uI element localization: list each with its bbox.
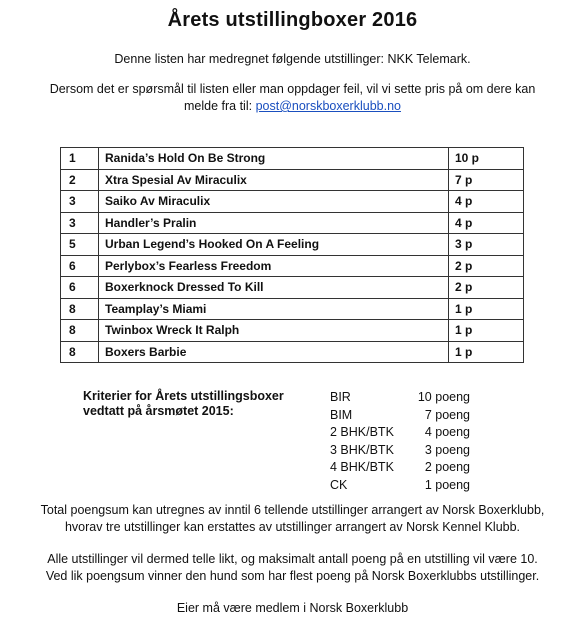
criteria-row [330,443,470,461]
criteria-row [330,390,470,408]
criteria-label: BIM [330,407,353,422]
points-cell: 1 p [449,298,524,320]
rank-cell: 3 [61,212,99,234]
points-cell: 7 p [449,169,524,191]
criteria-label: CK [330,477,348,492]
dog-name-cell: Twinbox Wreck It Ralph [99,320,449,342]
table-row [61,234,524,256]
criteria-label: 4 BHK/BTK [330,460,394,474]
criteria-row [330,460,470,478]
points-cell: 3 p [449,234,524,256]
table-row [61,341,524,363]
rank-cell: 2 [61,169,99,191]
dog-name-cell: Xtra Spesial Av Miraculix [99,169,449,191]
criteria-title-line2: vedtatt på årsmøtet 2015: [83,404,234,418]
criteria-title [83,389,284,419]
equal-text-line1: Alle utstillinger vil dermed telle likt, og maksimalt antall poeng på en utstilling vil være 10. [47,552,538,566]
table-row [61,255,524,277]
criteria-row [330,425,470,443]
equal-text-line2: Ved lik poengsum vinner den hund som har flest poeng på Norsk Boxerklubbs utstillinger. [45,569,540,583]
contact-text-line1: Dersom det er spørsmål til listen eller man oppdager feil, vil vi sette pris på om dere kan [49,82,536,96]
criteria-value: 2 poeng [424,460,470,474]
rank-cell: 3 [61,191,99,213]
results-table [60,147,524,363]
rank-cell: 6 [61,255,99,277]
criteria-value: 4 poeng [424,425,470,439]
table-row [61,298,524,320]
points-cell: 4 p [449,191,524,213]
table-row [61,277,524,299]
dog-name-cell: Handler’s Pralin [99,212,449,234]
table-row [61,169,524,191]
criteria-title-line1: Kriterier for Årets utstillingsboxer [83,389,284,403]
criteria-value: 7 poeng [424,407,470,422]
criteria-label: 3 BHK/BTK [330,442,394,457]
intro-text: Denne listen har medregnet følgende utstillinger: NKK Telemark. [114,52,471,66]
criteria-value: 3 poeng [424,442,470,457]
criteria-value: 1 poeng [424,477,470,492]
dog-name-cell: Boxerknock Dressed To Kill [99,277,449,299]
points-cell: 2 p [449,255,524,277]
criteria-row [330,408,470,426]
contact-text-line2 [0,99,585,113]
total-text-line2: hvorav tre utstillinger kan erstattes av utstillinger arrangert av Norsk Kennel Klubb. [64,520,521,534]
table-row [61,148,524,170]
rank-cell: 8 [61,298,99,320]
points-cell: 10 p [449,148,524,170]
points-cell: 1 p [449,341,524,363]
table-row [61,212,524,234]
table-row [61,320,524,342]
rank-cell: 5 [61,234,99,256]
rank-cell: 6 [61,277,99,299]
rank-cell: 8 [61,341,99,363]
criteria-row [330,478,470,496]
dog-name-cell: Ranida’s Hold On Be Strong [99,148,449,170]
criteria-value: 10 poeng [417,390,470,404]
dog-name-cell: Urban Legend’s Hooked On A Feeling [99,234,449,256]
criteria-list [330,390,470,495]
points-cell: 4 p [449,212,524,234]
dog-name-cell: Saiko Av Miraculix [99,191,449,213]
owner-text: Eier må være medlem i Norsk Boxerklubb [176,601,409,615]
dog-name-cell: Boxers Barbie [99,341,449,363]
table-row [61,191,524,213]
points-cell: 2 p [449,277,524,299]
contact-email-link[interactable]: post@norskboxerklubb.no [255,99,401,113]
criteria-label: BIR [330,390,351,404]
dog-name-cell: Teamplay’s Miami [99,298,449,320]
page-title: Årets utstillingboxer 2016 [167,9,418,31]
rank-cell: 8 [61,320,99,342]
rank-cell: 1 [61,148,99,170]
contact-prefix: melde fra til: [184,99,256,113]
points-cell: 1 p [449,320,524,342]
total-text-line1: Total poengsum kan utregnes av inntil 6 tellende utstillinger arrangert av Norsk Boxerklubb, [40,503,545,517]
criteria-label: 2 BHK/BTK [330,425,394,439]
dog-name-cell: Perlybox’s Fearless Freedom [99,255,449,277]
